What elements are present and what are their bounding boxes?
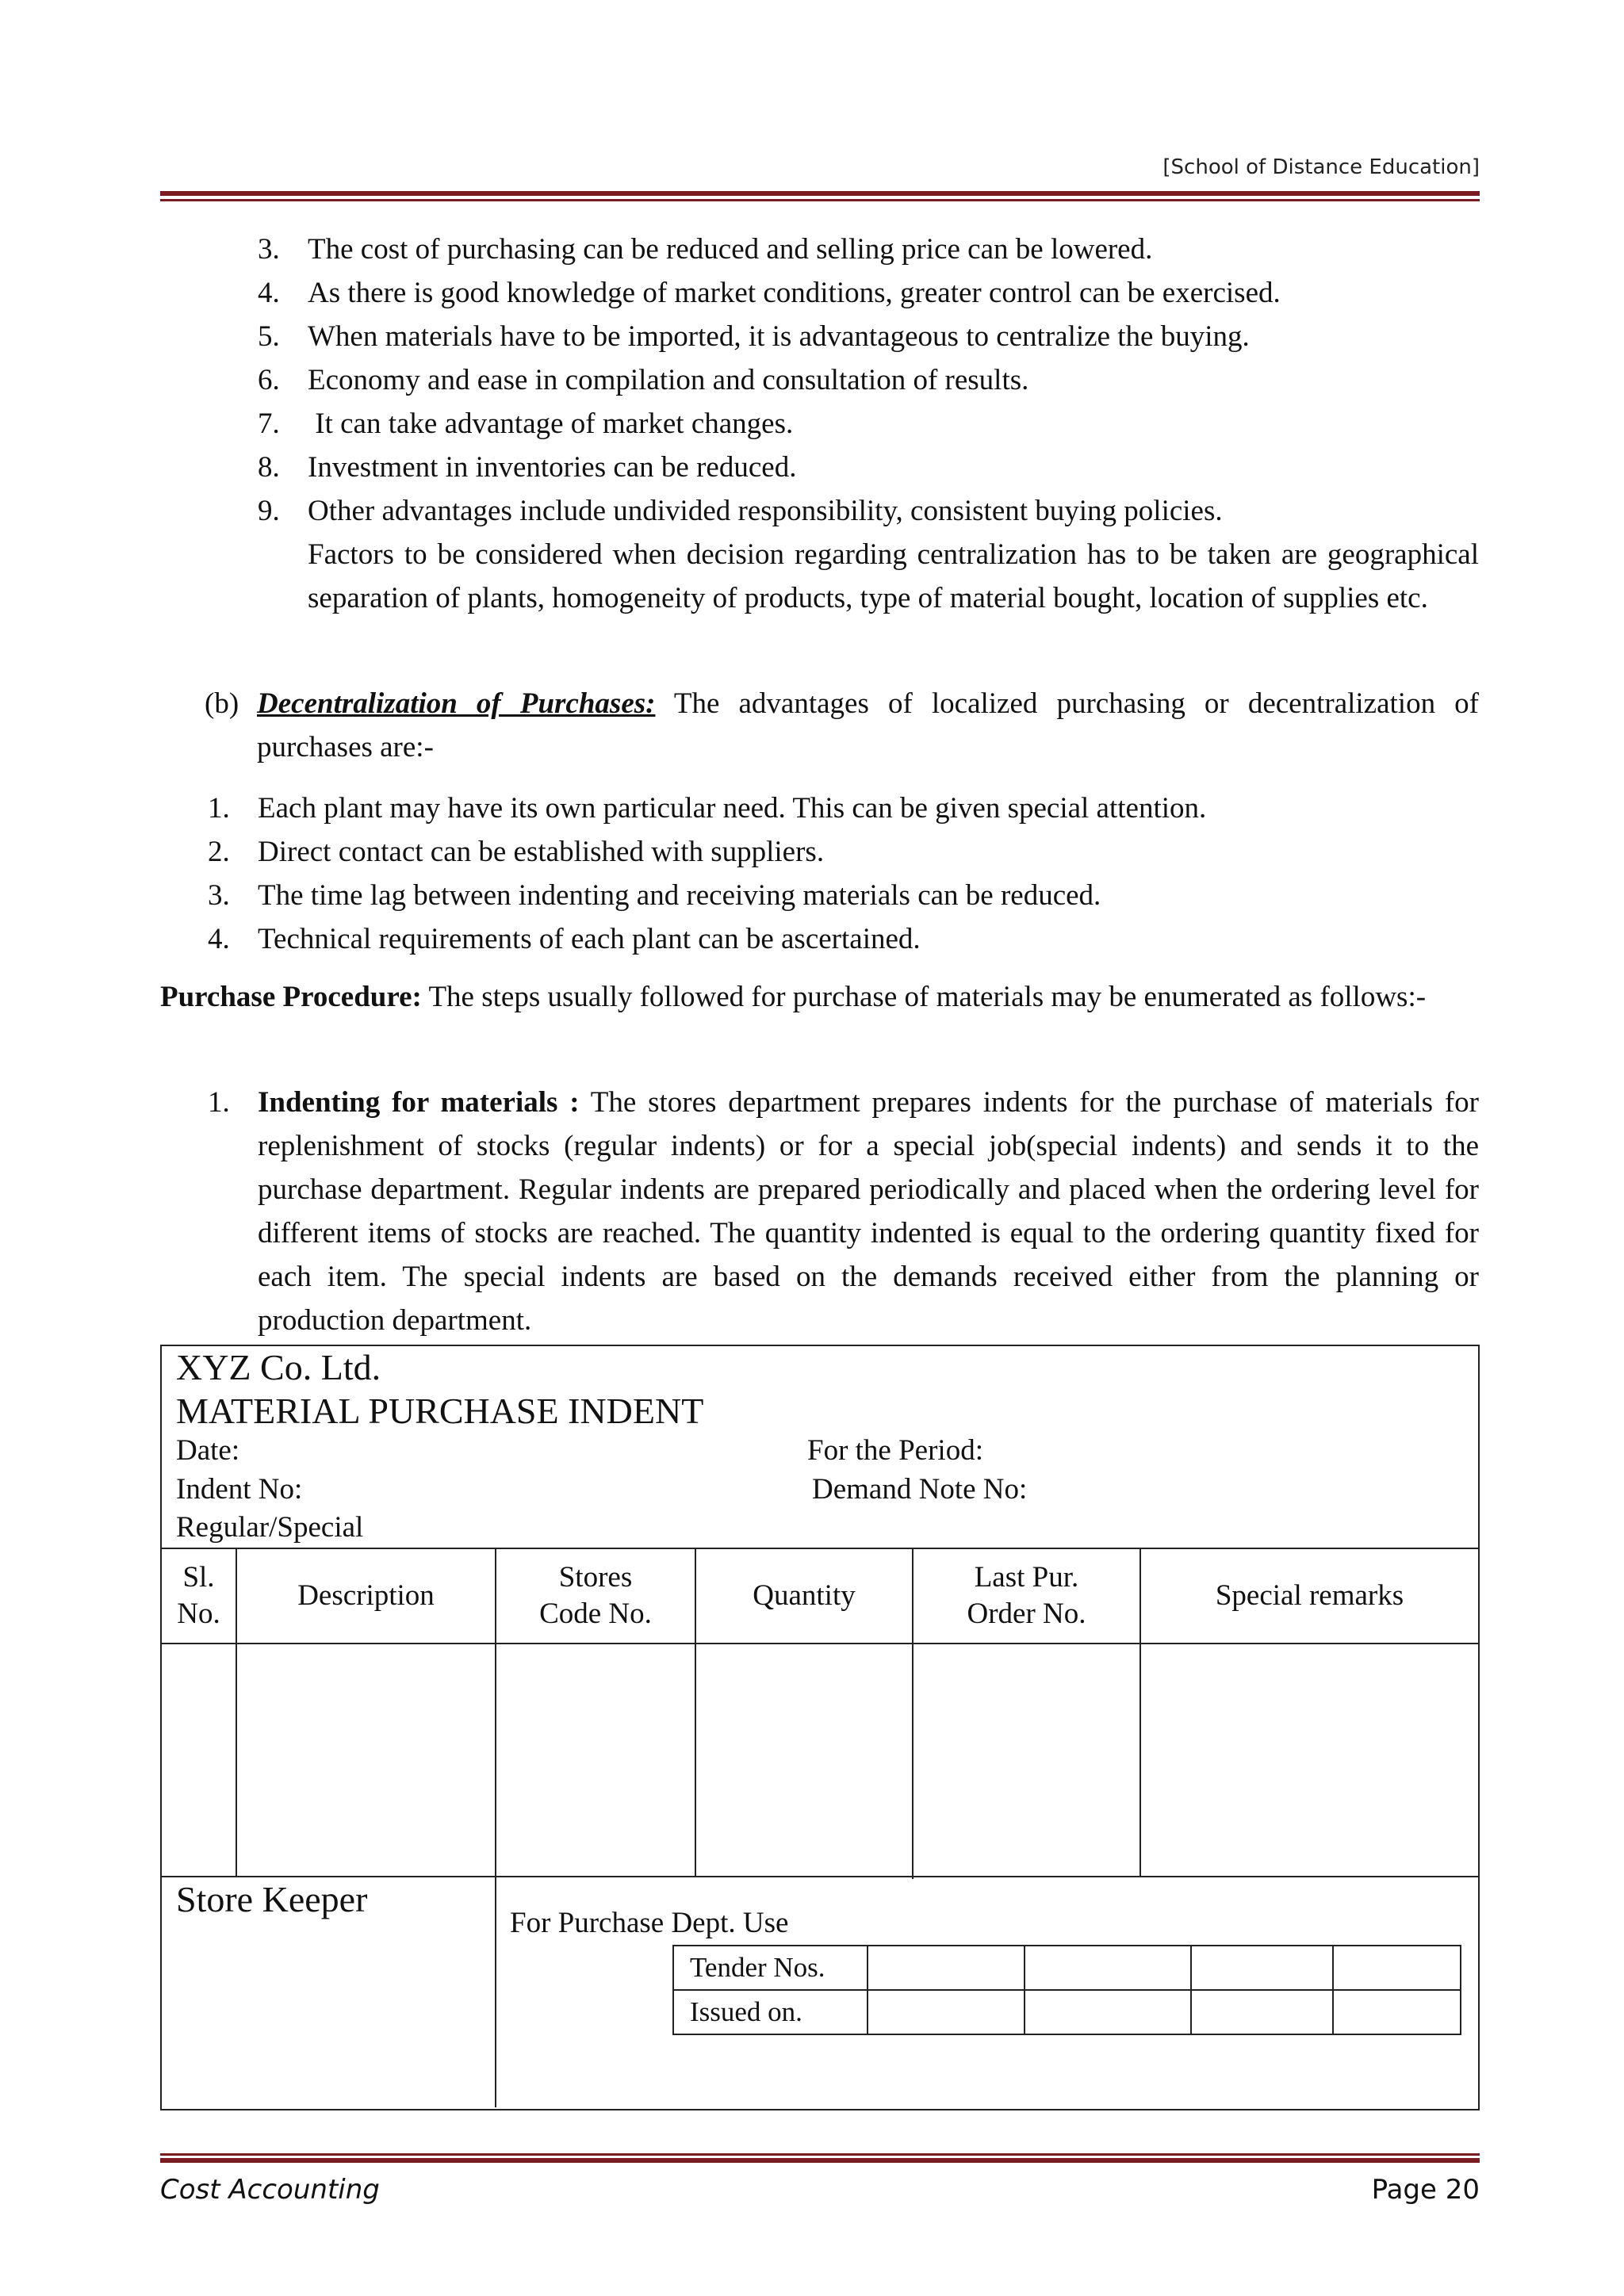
decentralization-advantages-list bbox=[208, 786, 1479, 961]
form-body-bottom-line bbox=[160, 1876, 1480, 1877]
header-rule-thick bbox=[160, 191, 1480, 196]
column-header-quantity: Quantity bbox=[753, 1579, 856, 1612]
column-header-sl-no: Sl. No. bbox=[177, 1561, 220, 1630]
list-item: 2. Direct contact can be established with suppliers. bbox=[208, 836, 825, 868]
list-item: 1. Indenting for materials : The stores department prepares indents for the purchase of materials for replenishment of stocks (regular indents) or for a special job(special indents) and sends it to the purchase department. Regular indents are prepared periodically and placed when the ordering level for different items of stocks are reached. The quantity indented is equal to the ordering quantity fixed for each item. The special indents are based on the demands received either from the planning or production department. bbox=[208, 1086, 1479, 1337]
form-title: MATERIAL PURCHASE INDENT bbox=[176, 1391, 704, 1431]
column-header-last-purchase-order: Last Pur. Order No. bbox=[967, 1561, 1086, 1630]
list-item: 4. Technical requirements of each plant can be ascertained. bbox=[208, 923, 921, 955]
procedure-steps-list bbox=[208, 1081, 1479, 1342]
tender-table bbox=[672, 1945, 1461, 2035]
list-item: 1. Each plant may have its own particular need. This can be given special attention. bbox=[208, 792, 1207, 825]
header-text: [School of Distance Education] bbox=[1162, 155, 1480, 179]
centralization-advantages-list bbox=[258, 228, 1479, 620]
tender-nos-label: Tender Nos. bbox=[673, 1946, 868, 1990]
list-item: 4. As there is good knowledge of market conditions, greater control can be exercised. bbox=[258, 277, 1281, 309]
footer-page-number: Page 20 bbox=[1371, 2174, 1480, 2206]
list-item: 3. The time lag between indenting and receiving materials can be reduced. bbox=[208, 879, 1101, 912]
list-item: 3. The cost of purchasing can be reduced and selling price can be lowered. bbox=[258, 233, 1153, 266]
form-date-label: Date: bbox=[176, 1434, 240, 1467]
form-indent-no-label: Indent No: bbox=[176, 1473, 303, 1506]
form-regular-special-label: Regular/Special bbox=[176, 1511, 364, 1544]
column-header-description: Description bbox=[297, 1579, 435, 1612]
table-row bbox=[673, 1990, 1461, 2034]
step-heading: Indenting for materials : bbox=[258, 1086, 580, 1119]
section-text: The advantages of localized purchasing or decentralization of purchases are:- bbox=[257, 687, 1479, 763]
list-item: 6. Economy and ease in compilation and consultation of results. bbox=[258, 364, 1029, 396]
list-item: 7. It can take advantage of market changes. bbox=[258, 408, 794, 440]
form-company: XYZ Co. Ltd. bbox=[176, 1347, 381, 1387]
form-period-label: For the Period: bbox=[807, 1434, 983, 1467]
purchase-dept-label: For Purchase Dept. Use bbox=[510, 1907, 789, 1939]
section-label: (b) bbox=[205, 687, 239, 720]
list-item: 9. Other advantages include undivided responsibility, consistent buying policies. bbox=[258, 495, 1223, 527]
header-rule-thin bbox=[160, 199, 1480, 201]
purchase-procedure-paragraph: Purchase Procedure: The steps usually followed for purchase of materials may be enumerated as follows:- bbox=[160, 981, 1427, 1013]
footer-course-title: Cost Accounting bbox=[160, 2174, 380, 2206]
section-heading: Decentralization of Purchases: bbox=[257, 687, 656, 720]
list-item: 8. Investment in inventories can be reduced. bbox=[258, 451, 797, 484]
table-row bbox=[673, 1946, 1461, 1990]
column-header-stores-code: Stores Code No. bbox=[539, 1561, 652, 1630]
list-item: 5. When materials have to be imported, it is advantageous to centralize the buying. bbox=[258, 320, 1250, 353]
decentralization-section bbox=[205, 682, 1479, 769]
footer-rule-thin bbox=[160, 2153, 1480, 2156]
column-header-special-remarks: Special remarks bbox=[1215, 1579, 1404, 1612]
purchase-procedure-heading: Purchase Procedure: bbox=[160, 981, 422, 1013]
issued-on-label: Issued on. bbox=[673, 1990, 868, 2034]
store-keeper-label: Store Keeper bbox=[176, 1879, 368, 1919]
footer-rule-thick bbox=[160, 2158, 1480, 2163]
form-demand-note-label: Demand Note No: bbox=[812, 1473, 1028, 1506]
factors-paragraph: Factors to be considered when decision regarding centralization has to be taken are geographical separation of plants, homogeneity of products, type of material bought, location of supplies etc. bbox=[308, 538, 1479, 614]
